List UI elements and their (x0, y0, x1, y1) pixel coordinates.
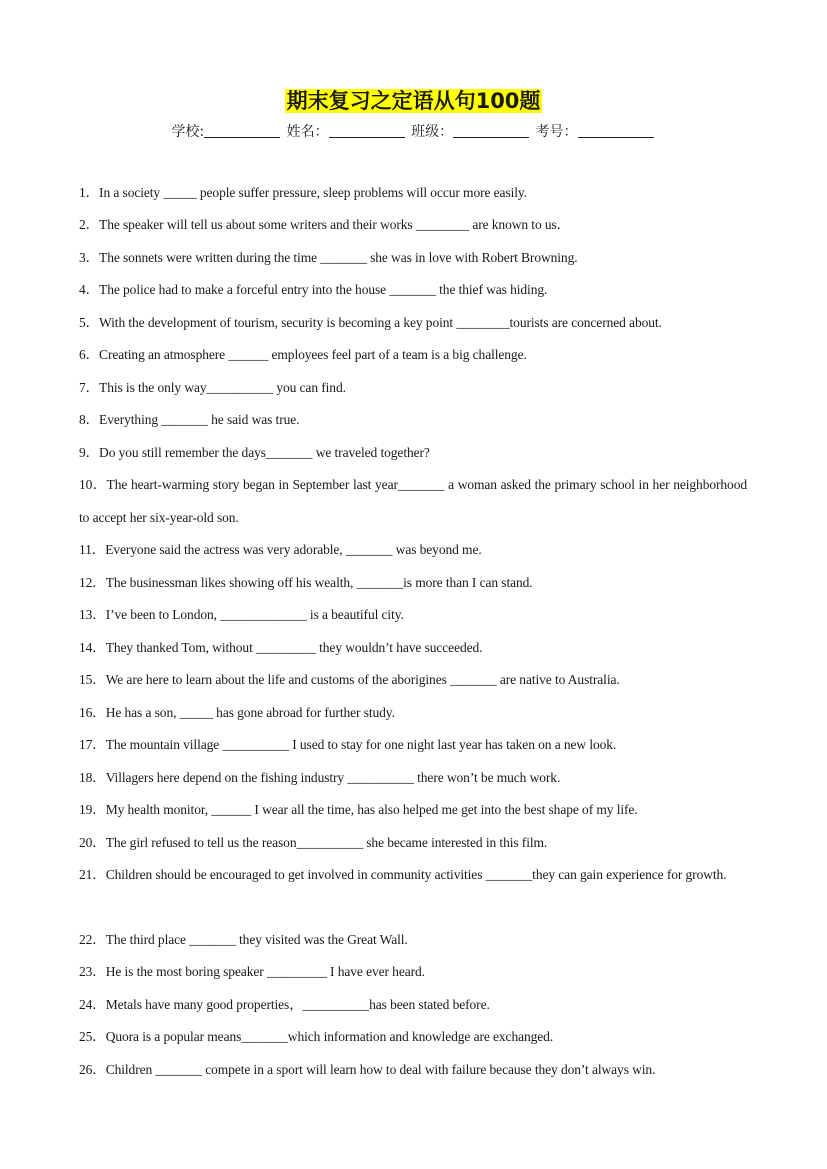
title-text: 期末复习之定语从句100题 (286, 89, 541, 113)
name-field: 姓名： (287, 120, 407, 144)
question-23: 23．He is the most boring speaker _________ I have ever heard. (79, 964, 425, 979)
exam-number-blank[interactable] (578, 123, 654, 138)
question-12: 12．The businessman likes showing off his wealth, _______is more than I can stand. (79, 575, 533, 590)
page-title (0, 86, 827, 116)
question-5: 5．With the development of tourism, security is becoming a key point ________tourists are concerned about. (79, 315, 662, 330)
school-blank[interactable] (204, 123, 280, 138)
question-14: 14．They thanked Tom, without _________ they wouldn’t have succeeded. (79, 640, 483, 655)
question-17: 17．The mountain village __________ I used to stay for one night last year has taken on a new look. (79, 737, 617, 752)
question-19: 19．My health monitor, ______ I wear all the time, has also helped me get into the best shape of my life. (79, 802, 638, 817)
question-8: 8．Everything _______ he said was true. (79, 412, 300, 427)
question-10: 10．The heart-warming story began in September last year_______ a woman asked the primary school in her neighborhood to accept her six-year-old son. (79, 477, 747, 525)
question-7: 7．This is the only way__________ you can find. (79, 380, 346, 395)
question-20: 20．The girl refused to tell us the reason__________ she became interested in this film. (79, 835, 548, 850)
question-2: 2．The speaker will tell us about some writers and their works ________ are known to us． (79, 217, 571, 232)
question-24: 24．Metals have many good properties，__________has been stated before. (79, 997, 490, 1012)
question-11: 11．Everyone said the actress was very adorable, _______ was beyond me. (79, 542, 482, 557)
question-1: 1．In a society _____ people suffer pressure, sleep problems will occur more easily. (79, 185, 527, 200)
question-4: 4．The police had to make a forceful entry into the house _______ the thief was hiding. (79, 282, 548, 297)
name-blank[interactable] (329, 123, 405, 138)
school-field: 学校: (171, 120, 282, 144)
question-16: 16．He has a son, _____ has gone abroad for further study. (79, 705, 395, 720)
question-18: 18．Villagers here depend on the fishing industry __________ there won’t be much work. (79, 770, 561, 785)
question-3: 3．The sonnets were written during the time _______ she was in love with Robert Browning. (79, 250, 578, 265)
class-field: 班级： (411, 120, 531, 144)
student-info-line (0, 120, 827, 144)
question-9: 9．Do you still remember the days_______ we traveled together? (79, 445, 430, 460)
question-25: 25．Quora is a popular means_______which information and knowledge are exchanged. (79, 1029, 554, 1044)
question-15: 15．We are here to learn about the life and customs of the aborigines _______ are native to Australia. (79, 672, 620, 687)
class-blank[interactable] (453, 123, 529, 138)
question-26: 26．Children _______ compete in a sport will learn how to deal with failure because they don’t always win. (79, 1062, 656, 1077)
question-22: 22．The third place _______ they visited was the Great Wall. (79, 932, 408, 947)
question-21: 21．Children should be encouraged to get involved in community activities _______they can gain experience for growth. (79, 867, 727, 882)
exam-number-field: 考号： (536, 120, 656, 144)
question-6: 6．Creating an atmosphere ______ employees feel part of a team is a big challenge. (79, 347, 527, 362)
question-13: 13．I’ve been to London, _____________ is a beautiful city. (79, 607, 404, 622)
